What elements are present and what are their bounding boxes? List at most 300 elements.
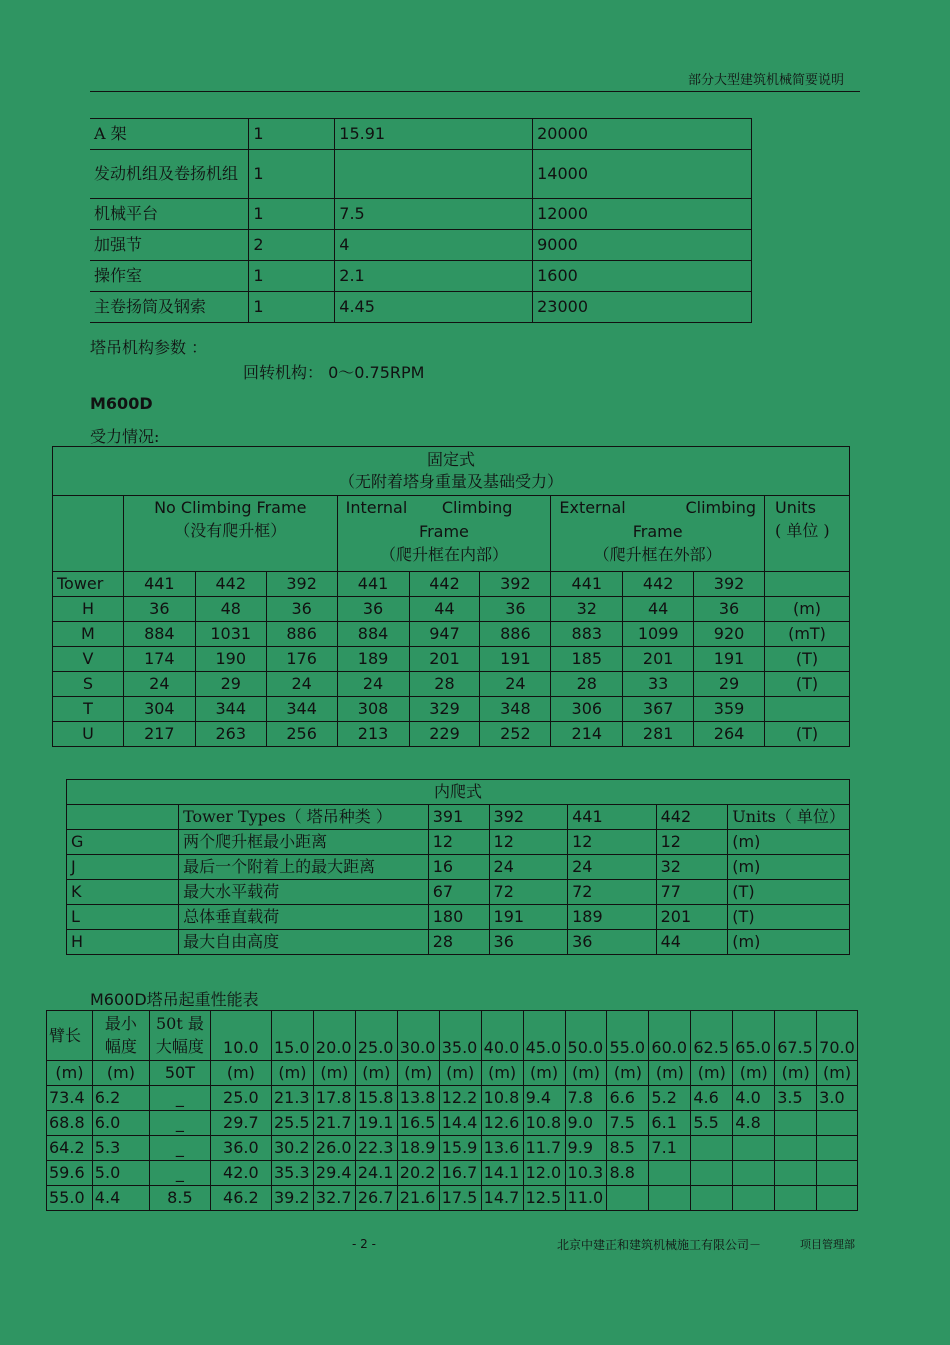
- load-value: 42.0: [210, 1161, 271, 1186]
- inner-title: 内爬式: [67, 780, 850, 805]
- force-value: 176: [266, 647, 337, 672]
- unit-cell: (m): [523, 1061, 565, 1086]
- force-value: 442: [409, 572, 480, 597]
- load-value: 12.0: [523, 1161, 565, 1186]
- load-value: [817, 1136, 858, 1161]
- load-value: [817, 1161, 858, 1186]
- force-value: 44: [409, 597, 480, 622]
- group-no-climbing-cn: （没有爬升框）: [174, 520, 287, 540]
- inner-header-cell: 392: [489, 805, 568, 830]
- load-value: 10.8: [523, 1111, 565, 1136]
- component-name: 机械平台: [90, 199, 249, 230]
- component-value: 2: [249, 230, 335, 261]
- inner-header-cell: 441: [568, 805, 657, 830]
- load-value: 3.5: [775, 1086, 817, 1111]
- component-value: 1: [249, 261, 335, 292]
- load-value: [775, 1186, 817, 1211]
- force-row-label: S: [53, 672, 124, 697]
- component-name: 操作室: [90, 261, 249, 292]
- force-value: 28: [551, 672, 623, 697]
- force-value: 24: [266, 672, 337, 697]
- inner-climbing-table: [66, 779, 850, 955]
- radius-header: 50.0: [565, 1011, 607, 1061]
- footer-dept: 项目管理部: [800, 1238, 855, 1251]
- load-value: 9.4: [523, 1086, 565, 1111]
- min-radius: 6.2: [92, 1086, 149, 1111]
- load-value: 17.5: [439, 1186, 481, 1211]
- force-unit: (T): [765, 672, 850, 697]
- radius-header: 20.0: [313, 1011, 355, 1061]
- radius-header: 67.5: [775, 1011, 817, 1061]
- force-value: 252: [480, 722, 551, 747]
- load-value: 9.9: [565, 1136, 607, 1161]
- force-value: 256: [266, 722, 337, 747]
- inner-value: 12: [489, 830, 568, 855]
- unit-cell: (m): [691, 1061, 733, 1086]
- force-value: 344: [266, 697, 337, 722]
- force-value: 344: [195, 697, 266, 722]
- component-row: [90, 150, 752, 199]
- performance-row: [47, 1111, 858, 1136]
- inner-header-cell: 442: [656, 805, 728, 830]
- component-value: 7.5: [335, 199, 533, 230]
- page-number: - 2 -: [352, 1237, 376, 1251]
- load-value: 11.0: [565, 1186, 607, 1211]
- load-value: 39.2: [271, 1186, 313, 1211]
- force-value: 348: [480, 697, 551, 722]
- unit-cell: (m): [775, 1061, 817, 1086]
- load-value: 32.7: [313, 1186, 355, 1211]
- force-value: 264: [694, 722, 765, 747]
- unit-cell: (m): [397, 1061, 439, 1086]
- inner-header-cell: [67, 805, 179, 830]
- inner-row: [67, 830, 850, 855]
- force-value: 29: [195, 672, 266, 697]
- force-row-label: U: [53, 722, 124, 747]
- inner-header-cell: Units（ 单位）: [728, 805, 850, 830]
- unit-cell: (m): [817, 1061, 858, 1086]
- force-value: 29: [694, 672, 765, 697]
- load-value: 25.0: [210, 1086, 271, 1111]
- load-value: 12.6: [481, 1111, 523, 1136]
- component-value: 15.91: [335, 119, 533, 150]
- unit-cell: (m): [733, 1061, 775, 1086]
- performance-row: [47, 1161, 858, 1186]
- force-unit: [765, 697, 850, 722]
- arm-length: 68.8: [47, 1111, 93, 1136]
- force-row: [53, 622, 850, 647]
- force-row-label: M: [53, 622, 124, 647]
- component-value: 9000: [533, 230, 752, 261]
- force-value: 190: [195, 647, 266, 672]
- component-row: [90, 292, 752, 323]
- component-value: 1: [249, 292, 335, 323]
- load-value: 6.1: [649, 1111, 691, 1136]
- blank-header-cell: [53, 496, 124, 572]
- force-value: 213: [337, 722, 409, 747]
- component-value: 1: [249, 119, 335, 150]
- load-value: 14.1: [481, 1161, 523, 1186]
- inner-value: 67: [428, 880, 489, 905]
- force-value: 217: [123, 722, 195, 747]
- load-value: 17.8: [313, 1086, 355, 1111]
- radius-header: 65.0: [733, 1011, 775, 1061]
- force-value: 32: [551, 597, 623, 622]
- lifting-performance-table: [46, 1010, 858, 1211]
- units-header: [765, 496, 850, 572]
- load-value: [817, 1111, 858, 1136]
- inner-value: 12: [656, 830, 728, 855]
- units-row: [47, 1061, 858, 1086]
- load-value: [607, 1186, 649, 1211]
- load-value: 26.0: [313, 1136, 355, 1161]
- load-value: 10.3: [565, 1161, 607, 1186]
- inner-desc: 总体垂直载荷: [179, 905, 429, 930]
- component-name: 主卷扬筒及钢索: [90, 292, 249, 323]
- force-value: 884: [123, 622, 195, 647]
- force-value: 24: [480, 672, 551, 697]
- force-unit: [765, 572, 850, 597]
- performance-row: [47, 1186, 858, 1211]
- force-value: 441: [123, 572, 195, 597]
- load-value: 14.7: [481, 1186, 523, 1211]
- radius-header: 45.0: [523, 1011, 565, 1061]
- perf-table-title: M600D塔吊起重性能表: [90, 990, 259, 1009]
- load-value: 3.0: [817, 1086, 858, 1111]
- force-row: [53, 722, 850, 747]
- force-value: 442: [623, 572, 694, 597]
- units-header-en: Units: [775, 498, 816, 517]
- inner-value: 72: [489, 880, 568, 905]
- unit-cell: (m): [355, 1061, 397, 1086]
- group-internal-cn: （爬升框在内部）: [379, 545, 508, 565]
- min-radius: 5.3: [92, 1136, 149, 1161]
- load-value: [649, 1186, 691, 1211]
- max-50t-radius: _: [150, 1136, 211, 1161]
- force-row-label: V: [53, 647, 124, 672]
- radius-header: 60.0: [649, 1011, 691, 1061]
- component-value: 23000: [533, 292, 752, 323]
- min-radius: 5.0: [92, 1161, 149, 1186]
- component-value: 4: [335, 230, 533, 261]
- force-value: 392: [480, 572, 551, 597]
- inner-value: 191: [489, 905, 568, 930]
- force-row-label: Tower: [53, 572, 124, 597]
- max-50t-radius: _: [150, 1086, 211, 1111]
- load-value: [691, 1186, 733, 1211]
- force-value: 36: [480, 597, 551, 622]
- inner-value: 189: [568, 905, 657, 930]
- min-radius: 6.0: [92, 1111, 149, 1136]
- force-value: 442: [195, 572, 266, 597]
- inner-value: 16: [428, 855, 489, 880]
- load-value: 21.3: [271, 1086, 313, 1111]
- radius-header: 55.0: [607, 1011, 649, 1061]
- force-value: 201: [409, 647, 480, 672]
- inner-value: 36: [489, 930, 568, 955]
- inner-header-row: [67, 805, 850, 830]
- arm-length: 59.6: [47, 1161, 93, 1186]
- force-value: 883: [551, 622, 623, 647]
- group-external-cn: （爬升框在外部）: [593, 545, 722, 565]
- force-value: 306: [551, 697, 623, 722]
- inner-value: 12: [568, 830, 657, 855]
- force-label: 受力情况:: [90, 427, 160, 446]
- component-row: [90, 199, 752, 230]
- load-value: [691, 1161, 733, 1186]
- inner-value: 77: [656, 880, 728, 905]
- arm-length-header: 臂长: [47, 1011, 93, 1061]
- load-value: 5.5: [691, 1111, 733, 1136]
- load-value: 13.6: [481, 1136, 523, 1161]
- force-unit: (mT): [765, 622, 850, 647]
- force-value: 191: [480, 647, 551, 672]
- inner-value: 24: [489, 855, 568, 880]
- unit-cell: (m): [649, 1061, 691, 1086]
- unit-cell: (m): [210, 1061, 271, 1086]
- load-value: 21.6: [397, 1186, 439, 1211]
- component-value: 1: [249, 150, 335, 199]
- component-value: 14000: [533, 150, 752, 199]
- max-50t-radius: _: [150, 1161, 211, 1186]
- force-value: 886: [266, 622, 337, 647]
- force-value: 947: [409, 622, 480, 647]
- inner-code: L: [67, 905, 179, 930]
- force-row: [53, 697, 850, 722]
- load-value: 19.1: [355, 1111, 397, 1136]
- arm-length: 64.2: [47, 1136, 93, 1161]
- force-value: 214: [551, 722, 623, 747]
- force-value: 24: [337, 672, 409, 697]
- force-value: 201: [623, 647, 694, 672]
- component-row: [90, 119, 752, 150]
- force-value: 281: [623, 722, 694, 747]
- force-value: 392: [694, 572, 765, 597]
- load-value: [775, 1136, 817, 1161]
- inner-value: 12: [428, 830, 489, 855]
- unit-cell: (m): [47, 1061, 93, 1086]
- group-no-climbing-en: No Climbing Frame: [154, 498, 307, 517]
- group-external: [551, 496, 765, 572]
- header-rule: [90, 91, 860, 92]
- load-value: 16.5: [397, 1111, 439, 1136]
- load-value: 21.7: [313, 1111, 355, 1136]
- force-row: [53, 647, 850, 672]
- load-value: [649, 1161, 691, 1186]
- load-value: 5.2: [649, 1086, 691, 1111]
- force-unit: (T): [765, 647, 850, 672]
- component-value: [335, 150, 533, 199]
- radius-header: 15.0: [271, 1011, 313, 1061]
- performance-row: [47, 1086, 858, 1111]
- fixed-title: 固定式: [426, 450, 475, 470]
- inner-value: 36: [568, 930, 657, 955]
- radius-header: 40.0: [481, 1011, 523, 1061]
- load-value: 15.8: [355, 1086, 397, 1111]
- load-value: [775, 1161, 817, 1186]
- load-value: 9.0: [565, 1111, 607, 1136]
- force-value: 441: [337, 572, 409, 597]
- load-value: 16.7: [439, 1161, 481, 1186]
- load-value: [733, 1136, 775, 1161]
- inner-value: (T): [728, 880, 850, 905]
- inner-row: [67, 880, 850, 905]
- force-value: 308: [337, 697, 409, 722]
- inner-value: 201: [656, 905, 728, 930]
- component-row: [90, 230, 752, 261]
- force-value: 185: [551, 647, 623, 672]
- force-row: [53, 672, 850, 697]
- fixed-subtitle: （无附着塔身重量及基础受力）: [338, 472, 563, 491]
- inner-desc: 两个爬升框最小距离: [179, 830, 429, 855]
- inner-value: (T): [728, 905, 850, 930]
- force-value: 329: [409, 697, 480, 722]
- load-value: 11.7: [523, 1136, 565, 1161]
- force-value: 392: [266, 572, 337, 597]
- max-50t-radius: 8.5: [150, 1186, 211, 1211]
- load-value: 24.1: [355, 1161, 397, 1186]
- force-value: 36: [337, 597, 409, 622]
- inner-value: 180: [428, 905, 489, 930]
- load-value: 46.2: [210, 1186, 271, 1211]
- load-value: 20.2: [397, 1161, 439, 1186]
- inner-code: J: [67, 855, 179, 880]
- force-value: 886: [480, 622, 551, 647]
- force-value: 36: [694, 597, 765, 622]
- load-value: 29.7: [210, 1111, 271, 1136]
- inner-desc: 最后一个附着上的最大距离: [179, 855, 429, 880]
- model-title: M600D: [90, 394, 153, 413]
- unit-cell: (m): [92, 1061, 149, 1086]
- inner-desc: 最大水平载荷: [179, 880, 429, 905]
- radius-header: 30.0: [397, 1011, 439, 1061]
- radius-header: 25.0: [355, 1011, 397, 1061]
- inner-value: (m): [728, 830, 850, 855]
- load-value: 8.5: [607, 1136, 649, 1161]
- load-value: 14.4: [439, 1111, 481, 1136]
- load-value: 36.0: [210, 1136, 271, 1161]
- slewing-spec: 回转机构： 0～0.75RPM: [243, 363, 425, 382]
- load-value: 4.0: [733, 1086, 775, 1111]
- max-50t-radius: _: [150, 1111, 211, 1136]
- arm-length: 55.0: [47, 1186, 93, 1211]
- footer-company: 北京中建正和建筑机械施工有限公司－: [557, 1238, 762, 1252]
- unit-cell: (m): [481, 1061, 523, 1086]
- component-row: [90, 261, 752, 292]
- radius-header: 10.0: [210, 1011, 271, 1061]
- force-row: [53, 597, 850, 622]
- inner-header-cell: 391: [428, 805, 489, 830]
- force-value: 44: [623, 597, 694, 622]
- page-header-title: 部分大型建筑机械简要说明: [688, 73, 845, 88]
- group-internal-en2: Climbing: [441, 498, 513, 517]
- group-external-en3: Frame: [632, 521, 683, 541]
- arm-length: 73.4: [47, 1086, 93, 1111]
- load-value: [775, 1111, 817, 1136]
- force-value: 191: [694, 647, 765, 672]
- load-value: 4.8: [733, 1111, 775, 1136]
- inner-value: 28: [428, 930, 489, 955]
- unit-cell: 50T: [150, 1061, 211, 1086]
- force-value: 48: [195, 597, 266, 622]
- load-value: 13.8: [397, 1086, 439, 1111]
- force-value: 33: [623, 672, 694, 697]
- force-value: 24: [123, 672, 195, 697]
- group-external-en1: External: [559, 498, 626, 517]
- load-value: 22.3: [355, 1136, 397, 1161]
- component-value: 2.1: [335, 261, 533, 292]
- force-value: 36: [123, 597, 195, 622]
- inner-code: H: [67, 930, 179, 955]
- inner-value: (m): [728, 930, 850, 955]
- force-value: 1099: [623, 622, 694, 647]
- load-value: 7.1: [649, 1136, 691, 1161]
- load-value: 30.2: [271, 1136, 313, 1161]
- component-name: 加强节: [90, 230, 249, 261]
- load-value: 26.7: [355, 1186, 397, 1211]
- load-value: 6.6: [607, 1086, 649, 1111]
- force-unit: (T): [765, 722, 850, 747]
- radius-header: 70.0: [817, 1011, 858, 1061]
- force-row-label: T: [53, 697, 124, 722]
- load-value: 15.9: [439, 1136, 481, 1161]
- force-value: 1031: [195, 622, 266, 647]
- mech-params-label: 塔吊机构参数 ：: [90, 338, 208, 357]
- load-value: 25.5: [271, 1111, 313, 1136]
- load-value: 12.5: [523, 1186, 565, 1211]
- inner-row: [67, 930, 850, 955]
- component-value: 1600: [533, 261, 752, 292]
- load-value: [733, 1161, 775, 1186]
- load-value: 35.3: [271, 1161, 313, 1186]
- group-internal: [337, 496, 551, 572]
- component-weight-table: [90, 118, 752, 323]
- min-radius: 4.4: [92, 1186, 149, 1211]
- load-value: 29.4: [313, 1161, 355, 1186]
- radius-header: 35.0: [439, 1011, 481, 1061]
- inner-value: 32: [656, 855, 728, 880]
- force-value: 884: [337, 622, 409, 647]
- inner-code: G: [67, 830, 179, 855]
- force-value: 441: [551, 572, 623, 597]
- min-radius-header: 最小 幅度: [92, 1011, 149, 1061]
- unit-cell: (m): [439, 1061, 481, 1086]
- radius-header: 62.5: [691, 1011, 733, 1061]
- load-value: 18.9: [397, 1136, 439, 1161]
- force-value: 174: [123, 647, 195, 672]
- inner-value: 44: [656, 930, 728, 955]
- force-row-label: H: [53, 597, 124, 622]
- inner-row: [67, 855, 850, 880]
- load-value: 10.8: [481, 1086, 523, 1111]
- load-value: 12.2: [439, 1086, 481, 1111]
- component-name: A 架: [90, 119, 249, 150]
- component-value: 20000: [533, 119, 752, 150]
- force-value: 304: [123, 697, 195, 722]
- force-value: 36: [266, 597, 337, 622]
- load-value: [817, 1186, 858, 1211]
- force-value: 359: [694, 697, 765, 722]
- group-internal-en1: Internal: [345, 498, 408, 517]
- units-header-cn: ( 单位 ): [775, 520, 830, 540]
- force-value: 189: [337, 647, 409, 672]
- unit-cell: (m): [271, 1061, 313, 1086]
- force-unit: (m): [765, 597, 850, 622]
- force-value: 367: [623, 697, 694, 722]
- force-value: 28: [409, 672, 480, 697]
- load-value: [691, 1136, 733, 1161]
- component-value: 12000: [533, 199, 752, 230]
